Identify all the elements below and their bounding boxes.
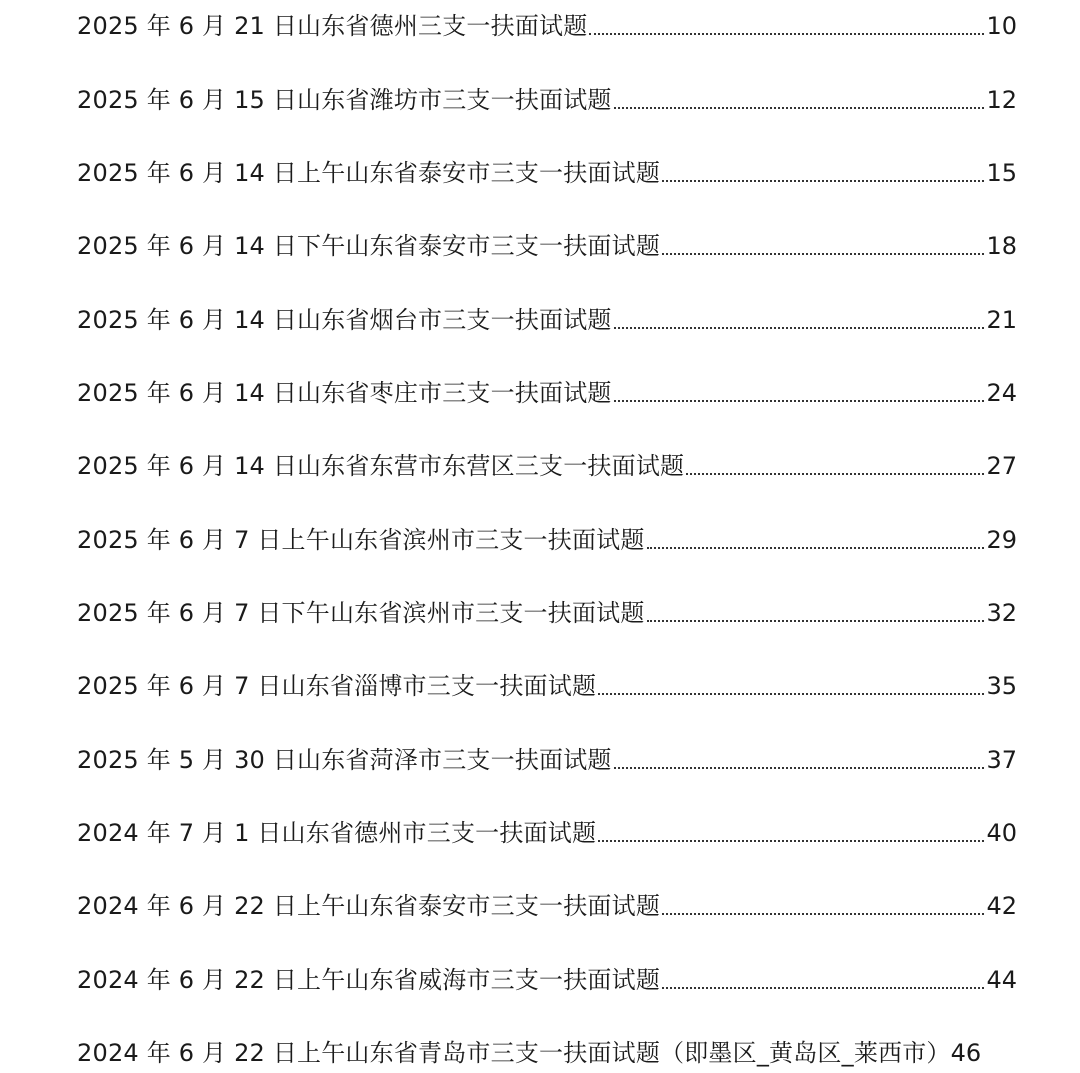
toc-entry-title: 2025 年 6 月 14 日山东省烟台市三支一扶面试题 — [77, 306, 612, 334]
toc-entry-4[interactable] — [77, 226, 1017, 266]
toc-dot-leader — [662, 253, 984, 255]
toc-entry-14[interactable] — [77, 960, 1017, 1000]
toc-dot-leader — [614, 107, 985, 109]
toc-dot-leader — [662, 987, 984, 989]
toc-entry-11[interactable] — [77, 740, 1017, 780]
toc-entry-title: 2025 年 6 月 21 日山东省德州三支一扶面试题 — [77, 12, 588, 40]
toc-page-number: 27 — [986, 452, 1017, 480]
toc-dot-leader — [686, 473, 984, 475]
toc-entry-9[interactable] — [77, 593, 1017, 633]
toc-entry-title: 2025 年 6 月 14 日上午山东省泰安市三支一扶面试题 — [77, 159, 661, 187]
toc-entry-1[interactable] — [77, 6, 1017, 46]
toc-entry-5[interactable] — [77, 300, 1017, 340]
toc-dot-leader — [589, 33, 984, 35]
toc-entry-title: 2025 年 6 月 7 日上午山东省滨州市三支一扶面试题 — [77, 526, 645, 554]
toc-entry-title: 2025 年 6 月 14 日下午山东省泰安市三支一扶面试题 — [77, 232, 661, 260]
toc-entry-title: 2025 年 6 月 7 日下午山东省滨州市三支一扶面试题 — [77, 599, 645, 627]
toc-dot-leader — [598, 840, 984, 842]
toc-dot-leader — [647, 620, 985, 622]
toc-entry-title: 2024 年 6 月 22 日上午山东省威海市三支一扶面试题 — [77, 966, 661, 994]
toc-page-number: 18 — [986, 232, 1017, 260]
toc-entry-title: 2025 年 6 月 14 日山东省东营市东营区三支一扶面试题 — [77, 452, 685, 480]
toc-entry-10[interactable] — [77, 666, 1017, 706]
toc-entry-15[interactable] — [77, 1033, 1037, 1073]
toc-page-number: 37 — [986, 746, 1017, 774]
toc-entry-6[interactable] — [77, 373, 1017, 413]
toc-dot-leader — [598, 693, 984, 695]
toc-page-number: 15 — [986, 159, 1017, 187]
toc-dot-leader — [647, 547, 985, 549]
toc-page-number: 21 — [986, 306, 1017, 334]
toc-entry-title: 2025 年 6 月 7 日山东省淄博市三支一扶面试题 — [77, 672, 597, 700]
toc-page-number: 42 — [986, 892, 1017, 920]
toc-page-number: 29 — [986, 526, 1017, 554]
toc-entry-12[interactable] — [77, 813, 1017, 853]
toc-entry-title: 2024 年 7 月 1 日山东省德州市三支一扶面试题 — [77, 819, 597, 847]
toc-page-number: 32 — [986, 599, 1017, 627]
toc-entry-3[interactable] — [77, 153, 1017, 193]
toc-page-number: 46 — [950, 1039, 982, 1067]
toc-entry-title: 2025 年 6 月 14 日山东省枣庄市三支一扶面试题 — [77, 379, 612, 407]
toc-entry-title: 2025 年 5 月 30 日山东省菏泽市三支一扶面试题 — [77, 746, 612, 774]
toc-page-number: 24 — [986, 379, 1017, 407]
toc-entry-13[interactable] — [77, 886, 1017, 926]
toc-dot-leader — [614, 327, 985, 329]
toc-dot-leader — [662, 913, 984, 915]
toc-entry-title: 2025 年 6 月 15 日山东省潍坊市三支一扶面试题 — [77, 86, 612, 114]
toc-dot-leader — [662, 180, 984, 182]
toc-page-number: 40 — [986, 819, 1017, 847]
toc-page-number: 35 — [986, 672, 1017, 700]
toc-page-number: 44 — [986, 966, 1017, 994]
toc-entry-8[interactable] — [77, 520, 1017, 560]
toc-dot-leader — [614, 400, 985, 402]
toc-entry-7[interactable] — [77, 446, 1017, 486]
toc-entry-title: 2024 年 6 月 22 日上午山东省泰安市三支一扶面试题 — [77, 892, 661, 920]
toc-entry-2[interactable] — [77, 80, 1017, 120]
toc-page-number: 12 — [986, 86, 1017, 114]
toc-dot-leader — [614, 767, 985, 769]
toc-entry-title: 2024 年 6 月 22 日上午山东省青岛市三支一扶面试题（即墨区_黄岛区_莱西市） — [77, 1039, 951, 1067]
toc-page-number: 10 — [986, 12, 1017, 40]
